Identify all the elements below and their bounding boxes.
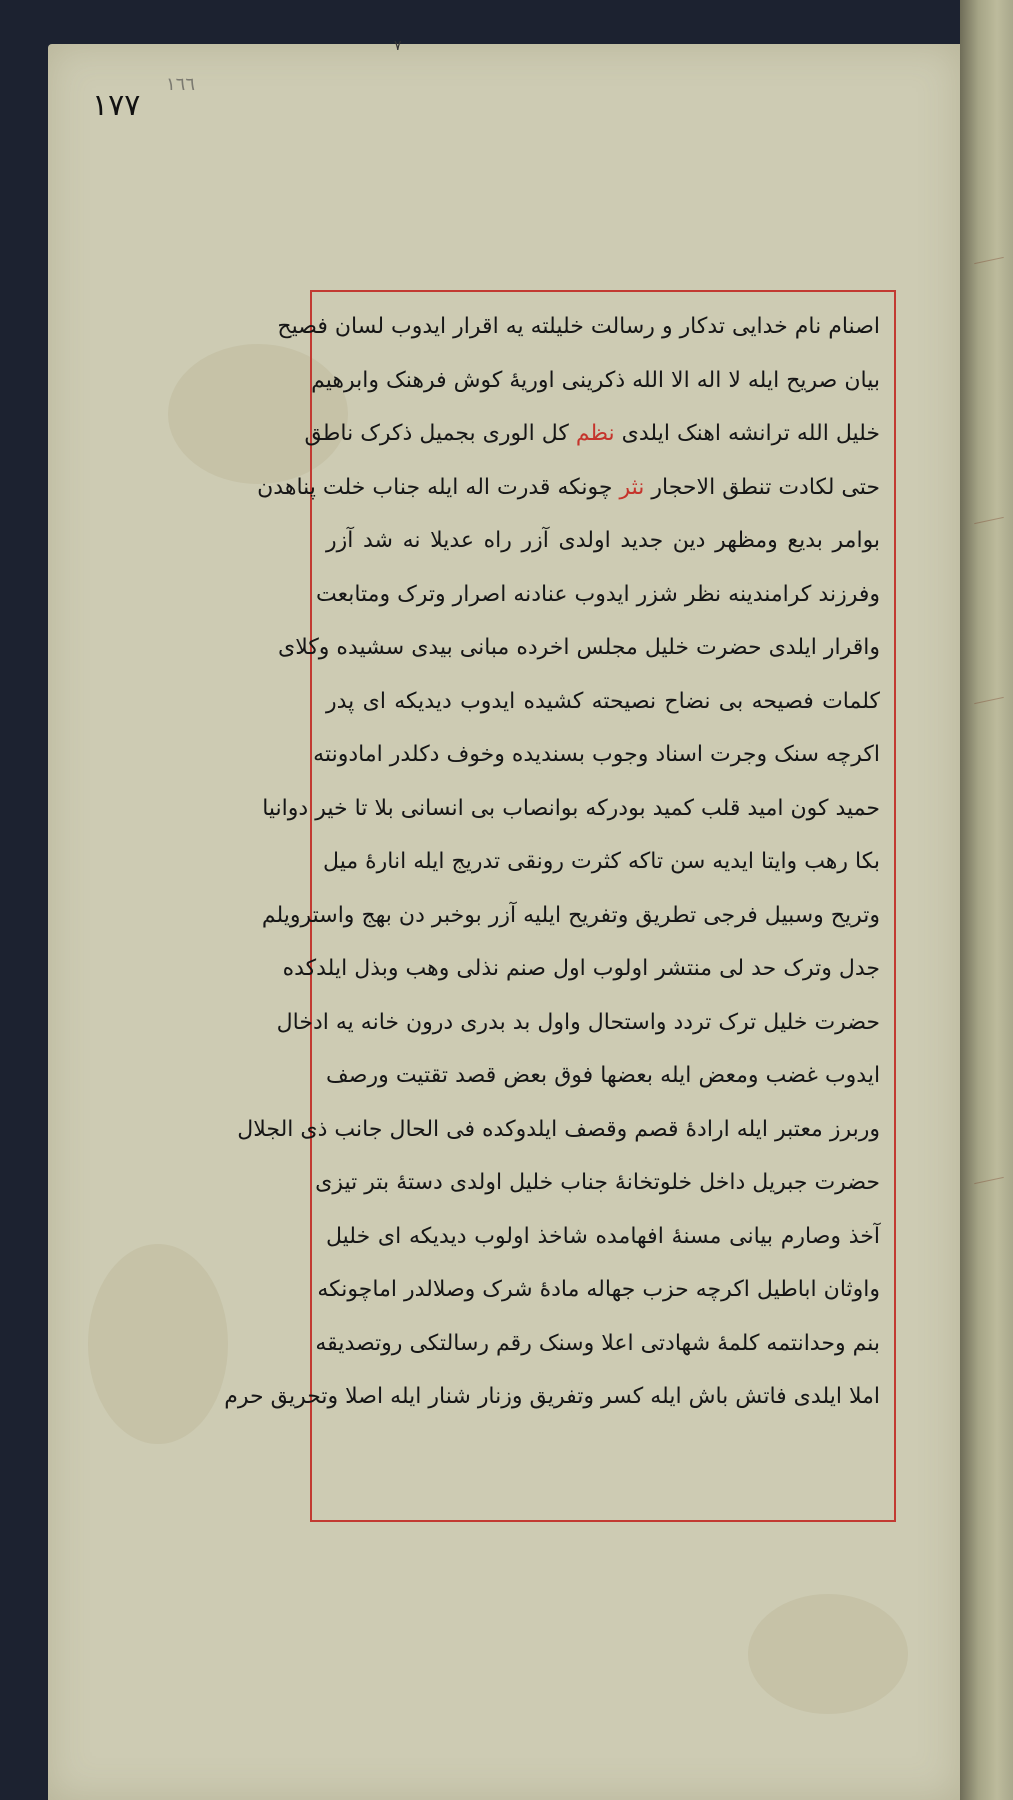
text-line: واقرار ایلدی حضرت خلیل مجلس اخرده مبانی بیدی سشیده وکلای bbox=[277, 635, 880, 660]
text-line: خلیل الله ترانشه اهنک ایلدی نظم کل الوری بجمیل ذکرک ناطق bbox=[304, 421, 880, 446]
text-line: واوثان اباطیل اکرچه حزب جهاله مادهٔ شرک وصلالدر اماچونکه bbox=[317, 1277, 880, 1302]
manuscript-page bbox=[48, 38, 960, 1800]
text-line: حتی لکادت تنطق الاحجار نثر چونکه قدرت اله ایله جناب خلت پناهدن bbox=[257, 474, 880, 500]
text-block-frame bbox=[224, 290, 896, 1522]
text-line: املا ایلدی فاتش باش ایله کسر وتفریق وزنار شنار ایله اصلا وتحریق حرم bbox=[224, 1384, 880, 1409]
text-line: جدل وترک حد لی منتشر اولوب اول صنم نذلی وهب وبذل ایلدکده bbox=[282, 956, 880, 981]
text-line: بیان صریح ایله لا اله الا الله ذکرینی اوریهٔ کوش فرهنک وابرهیم bbox=[311, 367, 880, 393]
text-line: وتریح وسبیل فرجی تطریق وتفریح ایلیه آزر بوخبر دن بهج واسترویلم bbox=[261, 902, 880, 928]
pencil-folio-number: ١٦٦ bbox=[166, 74, 196, 95]
text-line: آخذ وصارم بیانی مسنهٔ افهامده شاخذ اولوب دیدیکه ای خلیل bbox=[326, 1223, 881, 1249]
text-line: بنم وحدانتمه کلمهٔ شهادتی اعلا وسنک رقم رسالتکی روتصدیقه bbox=[315, 1330, 880, 1356]
text-line: وربرز معتبر ایله ارادهٔ قصم وقصف ایلدوکده فی الحال جانب ذی الجلال bbox=[237, 1116, 880, 1142]
top-margin-mark: ٧ bbox=[394, 38, 402, 54]
text-line: حضرت جبریل داخل خلوتخانهٔ جناب خلیل اولدی دستهٔ بتر تیزی bbox=[315, 1170, 880, 1195]
text-line: بکا رهب وایتا ایدیه سن تاکه کثرت رونقی تدریج ایله انارهٔ میل bbox=[323, 849, 880, 874]
rubric-word: نظم bbox=[575, 421, 615, 446]
text-line: حضرت خلیل ترک تردد واستحال واول بد بدری درون خانه یه ادخال bbox=[276, 1009, 880, 1035]
text-line: حمید کون امید قلب کمید بودرکه بوانصاب بی انسانی بلا تا خیر دوانیا bbox=[262, 795, 880, 821]
text-line: کلمات فصیحه بی نضاح نصیحته کشیده ایدوب دیدیکه ای پدر bbox=[326, 688, 880, 714]
text-line: اکرچه سنک وجرت اسناد وجوب بسندیده وخوف دکلدر امادونته bbox=[313, 742, 880, 767]
folio-number: ١٧٧ bbox=[92, 88, 141, 123]
adjacent-page-edge bbox=[960, 0, 1013, 1800]
rubric-word: نثر bbox=[619, 474, 645, 500]
text-line: ایدوب غضب ومعض ایله بعضها فوق بعض قصد تقتیت ورصف bbox=[326, 1063, 881, 1088]
text-block bbox=[224, 300, 881, 1512]
text-line: اصنام نام خدایی تدکار و رسالت خلیلته یه اقرار ایدوب لسان فصیح bbox=[277, 314, 880, 339]
text-line: بوامر بدیع ومظهر دین جدید اولدی آزر راه عدیلا نه شد آزر bbox=[326, 528, 881, 553]
text-line: وفرزند کرامندینه نظر شزر ایدوب عنادنه اصرار وترک ومتابعت bbox=[315, 581, 880, 607]
